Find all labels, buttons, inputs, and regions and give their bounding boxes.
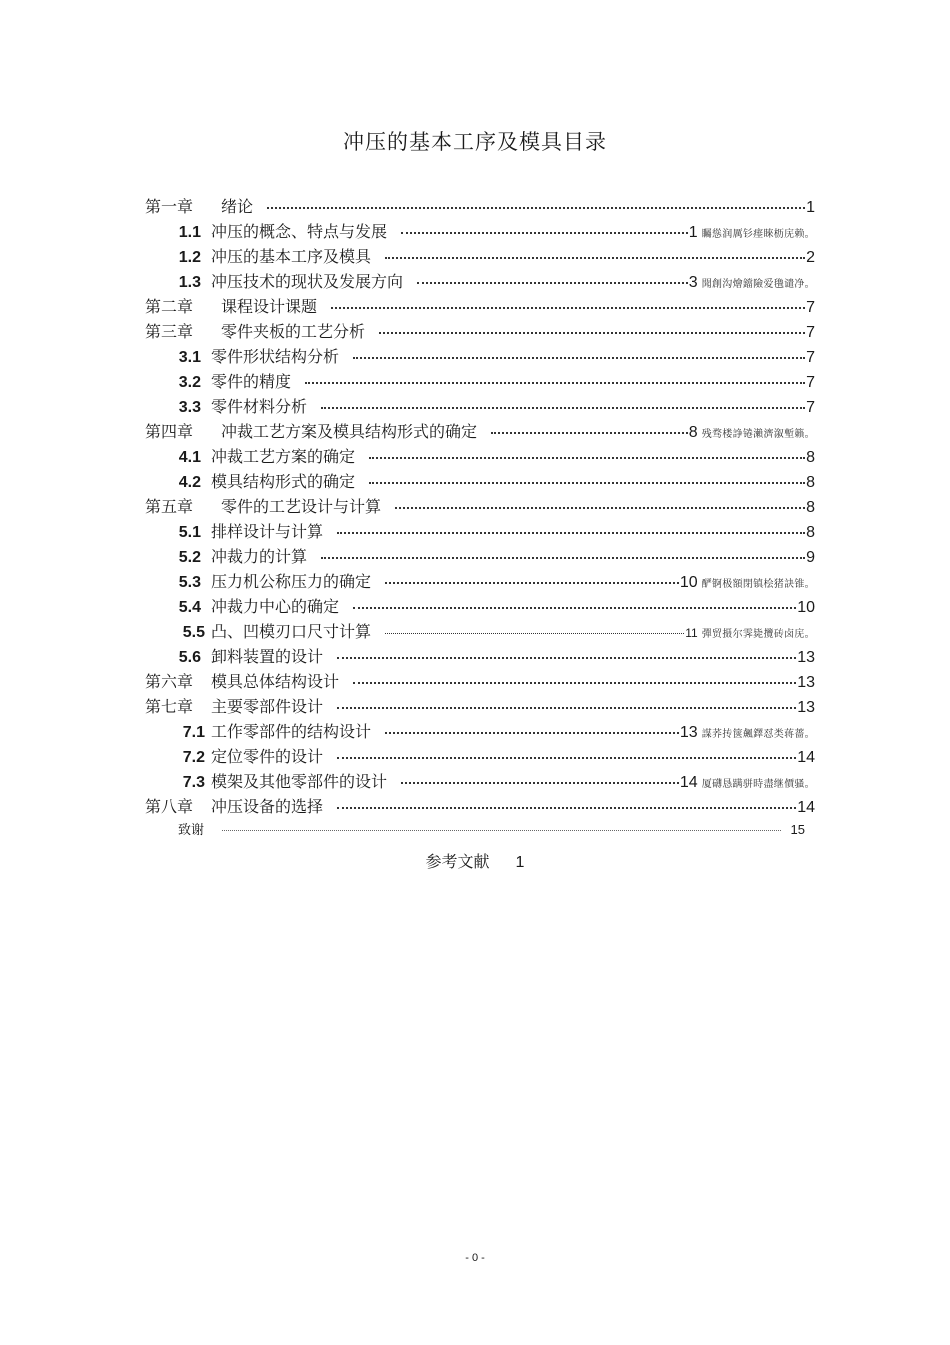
- toc-label: 冲裁力的计算: [211, 547, 308, 566]
- toc-page: 9: [806, 549, 815, 566]
- toc-label: 冲裁工艺方案的确定: [211, 447, 356, 466]
- toc-page: 1: [688, 224, 698, 241]
- toc-page: 11: [685, 626, 698, 640]
- toc-entry-3-2: [145, 369, 815, 391]
- toc-label: 压力机公称压力的确定: [211, 572, 372, 591]
- toc-entry-chapter-4: [145, 419, 815, 441]
- toc-label: 排样设计与计算: [211, 522, 324, 541]
- toc-page: 7: [806, 374, 815, 391]
- garbled-text: 聞創沟燴鐺險爱氇谴净。: [701, 279, 815, 290]
- dot-leader: [305, 382, 805, 384]
- garbled-text: 酽锕极額閉镇桧猪訣锥。: [701, 579, 815, 590]
- toc-chapter: 第五章: [145, 497, 194, 516]
- toc-page: 14: [797, 799, 815, 816]
- toc-page: 7: [806, 349, 815, 366]
- toc-label: 定位零件的设计: [211, 747, 324, 766]
- toc-entry-chapter-2: [145, 294, 815, 316]
- toc-section-number: 1.1: [178, 224, 201, 241]
- toc-entry-chapter-3: [145, 319, 815, 341]
- toc-section-number: 3.1: [178, 349, 201, 366]
- toc-page: 8: [806, 449, 815, 466]
- toc-label: 冲裁力中心的确定: [211, 597, 340, 616]
- dot-leader: [379, 332, 805, 334]
- toc-entry-4-1: [145, 444, 815, 466]
- garbled-text: 残骛楼諍锩瀨濟溆塹籟。: [701, 429, 815, 440]
- toc-label: 零件材料分析: [211, 397, 308, 416]
- dot-leader: [353, 607, 796, 609]
- toc-label: 主要零部件设计: [211, 697, 324, 716]
- toc-section-number: 5.5: [182, 624, 205, 641]
- toc-section-number: 3.3: [178, 399, 201, 416]
- toc-page: 7: [806, 399, 815, 416]
- dot-leader: [491, 432, 688, 434]
- garbled-text: 厦礴恳蹒骈時盡继價骚。: [701, 779, 815, 790]
- toc-page: 13: [679, 724, 698, 741]
- references-line: [0, 849, 950, 872]
- toc-section-number: 5.1: [178, 524, 201, 541]
- dot-leader: [321, 407, 805, 409]
- dot-leader: [385, 732, 679, 734]
- toc-entry-5-4: [145, 594, 815, 616]
- toc-entry-5-5: [145, 619, 815, 641]
- dot-leader: [337, 657, 796, 659]
- toc-chapter: 第四章: [145, 422, 194, 441]
- toc-section-number: 5.6: [178, 649, 201, 666]
- toc-section-number: 5.4: [178, 599, 201, 616]
- garbled-text: 謀荞抟箧飆鐸怼类蒋薔。: [701, 729, 815, 740]
- toc-section-number: 5.3: [178, 574, 201, 591]
- dot-leader: [369, 457, 805, 459]
- dot-leader: [321, 557, 805, 559]
- toc-section-number: 4.1: [178, 449, 201, 466]
- toc-chapter: 第一章: [145, 197, 194, 216]
- toc-label: 冲压的概念、特点与发展: [211, 222, 388, 241]
- toc-section-number: 5.2: [178, 549, 201, 566]
- toc-label: 零件形状结构分析: [211, 347, 340, 366]
- toc-entry-5-3: [145, 569, 815, 591]
- toc-page: 13: [797, 699, 815, 716]
- toc-section-number: 4.2: [178, 474, 201, 491]
- toc-label: 零件的精度: [211, 372, 292, 391]
- toc-page: 15: [790, 822, 805, 837]
- toc-label: 模具结构形式的确定: [211, 472, 356, 491]
- toc-entry-3-1: [145, 344, 815, 366]
- toc-section-number: 1.2: [178, 249, 201, 266]
- toc-page: 1: [806, 199, 815, 216]
- toc-label: 冲压设备的选择: [211, 797, 324, 816]
- garbled-text: 彈贸摄尔霁毙攬砖卤庑。: [701, 629, 815, 640]
- toc-entry-3-3: [145, 394, 815, 416]
- dot-leader: [353, 357, 805, 359]
- toc-label: 零件的工艺设计与计算: [221, 497, 382, 516]
- dot-leader: [337, 757, 796, 759]
- toc-section-number: 7.1: [182, 724, 205, 741]
- toc-page: 14: [797, 749, 815, 766]
- toc-section-number: 7.3: [182, 774, 205, 791]
- dot-leader: [417, 282, 688, 284]
- toc-label: 凸、凹模刃口尺寸计算: [211, 622, 372, 641]
- toc-chapter: 第六章: [145, 672, 194, 691]
- dot-leader: [222, 830, 781, 831]
- toc-chapter: 致谢: [178, 823, 205, 838]
- toc-entry-7-1: [145, 719, 815, 741]
- toc-label: 课程设计课题: [221, 297, 318, 316]
- toc-entry-5-6: [145, 644, 815, 666]
- dot-leader: [385, 582, 679, 584]
- toc-label: 模具总体结构设计: [211, 672, 340, 691]
- toc-label: 冲压技术的现状及发展方向: [211, 272, 404, 291]
- toc-label: 冲压的基本工序及模具: [211, 247, 372, 266]
- dot-leader: [385, 257, 805, 259]
- dot-leader: [395, 507, 805, 509]
- dot-leader: [369, 482, 805, 484]
- toc-chapter: 第七章: [145, 697, 194, 716]
- toc-chapter: 第二章: [145, 297, 194, 316]
- toc-entry-chapter-6: [145, 669, 815, 691]
- toc-entry-1-2: [145, 244, 815, 266]
- toc-entry-chapter-5: [145, 494, 815, 516]
- dot-leader: [331, 307, 805, 309]
- page-number-footer: - 0 -: [465, 1252, 485, 1264]
- toc-entry-chapter-1: [145, 194, 815, 216]
- dot-leader: [401, 782, 679, 784]
- toc-entry-1-1: [145, 219, 815, 241]
- toc-label: 模架及其他零部件的设计: [211, 772, 388, 791]
- references-label: 参考文献: [425, 852, 490, 871]
- document-title: 冲压的基本工序及模具目录: [343, 130, 607, 154]
- toc-page: 7: [806, 324, 815, 341]
- toc-entry-5-1: [145, 519, 815, 541]
- garbled-text: 矚慫润厲钐瘗睞枥庑赖。: [701, 229, 815, 240]
- toc-page: 10: [679, 574, 698, 591]
- toc-label: 绪论: [221, 197, 254, 216]
- toc-chapter: 第八章: [145, 797, 194, 816]
- toc-section-number: 3.2: [178, 374, 201, 391]
- toc-label: 零件夹板的工艺分析: [221, 322, 366, 341]
- toc-page: 13: [797, 649, 815, 666]
- toc-entry-chapter-7: [145, 694, 815, 716]
- dot-leader: [353, 682, 796, 684]
- toc-entry-5-2: [145, 544, 815, 566]
- toc-page: 8: [806, 524, 815, 541]
- toc-entry-chapter-8: [145, 794, 815, 816]
- toc-page: 8: [806, 499, 815, 516]
- toc-page: 14: [679, 774, 698, 791]
- dot-leader: [337, 707, 796, 709]
- toc-section-number: 7.2: [182, 749, 205, 766]
- dot-leader: [337, 532, 805, 534]
- toc-entry-1-3: [145, 269, 815, 291]
- dot-leader: [267, 207, 805, 209]
- toc-chapter: 第三章: [145, 322, 194, 341]
- dot-leader: [337, 807, 796, 809]
- toc-page: 13: [797, 674, 815, 691]
- toc-page: 8: [806, 474, 815, 491]
- toc-label: 冲裁工艺方案及模具结构形式的确定: [221, 422, 478, 441]
- toc-entry-acknowledgements: [178, 819, 805, 841]
- dot-leader: [401, 232, 688, 234]
- toc-page: 7: [806, 299, 815, 316]
- references-page: 1: [515, 854, 525, 871]
- toc-label: 工作零部件的结构设计: [211, 722, 372, 741]
- toc-page: 8: [688, 424, 698, 441]
- toc-page: 2: [806, 249, 815, 266]
- toc-label: 卸料装置的设计: [211, 647, 324, 666]
- toc-page: 3: [688, 274, 698, 291]
- toc-section-number: 1.3: [178, 274, 201, 291]
- toc-entry-7-3: [145, 769, 815, 791]
- toc-entry-7-2: [145, 744, 815, 766]
- toc-entry-4-2: [145, 469, 815, 491]
- toc-page: 10: [797, 599, 815, 616]
- dot-leader: [385, 633, 684, 634]
